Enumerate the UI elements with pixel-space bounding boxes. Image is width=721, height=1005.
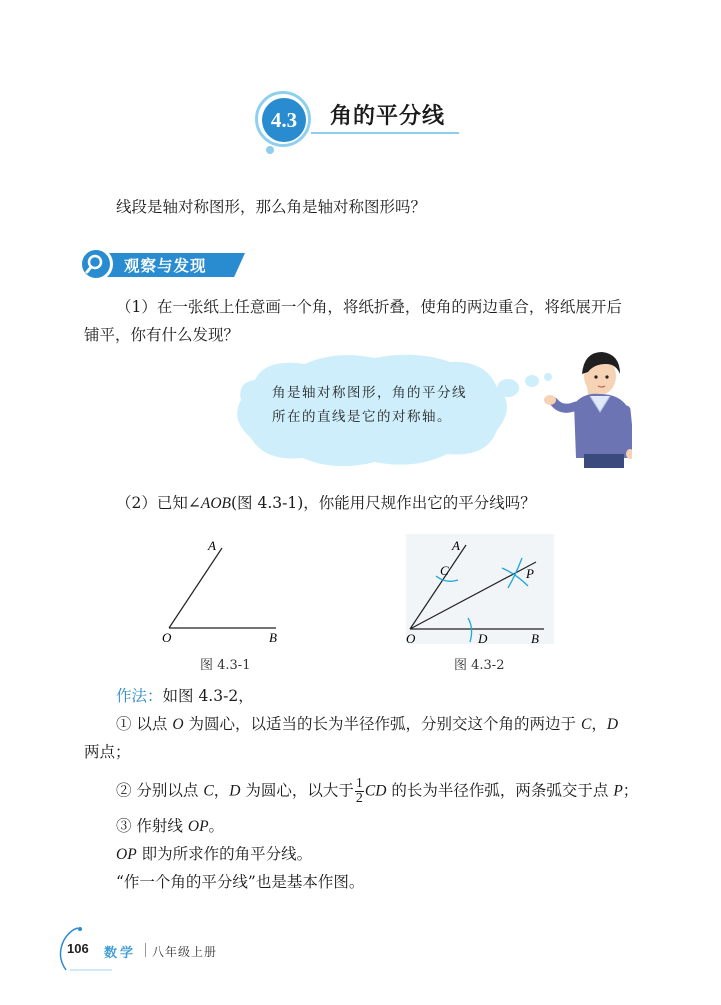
step1-var-c: C bbox=[580, 716, 592, 733]
step2-var-p: P bbox=[613, 782, 623, 800]
section-underline bbox=[311, 132, 459, 134]
fig1-label-a: A bbox=[208, 538, 216, 553]
step3-line bbox=[116, 815, 224, 838]
method-ref: 如图 4.3-2， bbox=[162, 687, 254, 705]
step2-line bbox=[116, 777, 638, 806]
footer-grade: 八年级上册 bbox=[152, 945, 218, 959]
step2-comma: ， bbox=[213, 781, 230, 800]
q2-angle-var: AOB bbox=[200, 495, 231, 512]
q1-line2: 铺平，你有什么发现？ bbox=[84, 326, 240, 344]
section-dot bbox=[266, 146, 274, 154]
step2-text-b: 为圆心，以大于 bbox=[245, 781, 354, 800]
bubble-text bbox=[272, 381, 467, 429]
step2-var-d: D bbox=[229, 782, 241, 800]
figure-4-3-1 bbox=[150, 530, 300, 650]
bubble-line2: 所在的直线是它的对称轴。 bbox=[272, 409, 452, 425]
step3-text: ③ 作射线 bbox=[116, 817, 183, 835]
step1-var-d: D bbox=[606, 716, 619, 733]
fig2-label-b: B bbox=[531, 631, 539, 646]
conclusion-text: 即为所求作的角平分线。 bbox=[141, 845, 313, 863]
section-number: 4.3 bbox=[262, 98, 306, 142]
step3-var-op: OP bbox=[187, 818, 209, 835]
footer-book-title: 数学 bbox=[104, 946, 137, 961]
figure-4-3-2 bbox=[398, 530, 556, 650]
q1-line1: （1）在一张纸上任意画一个角，将纸折叠，使角的两边重合，将纸展开后 bbox=[116, 298, 622, 316]
bubble-line1: 角是轴对称图形，角的平分线 bbox=[272, 385, 467, 401]
step1-text-a: ① 以点 bbox=[116, 715, 168, 733]
fig2-background bbox=[406, 534, 554, 644]
step1-line2: 两点； bbox=[84, 743, 131, 761]
fraction-numerator: 1 bbox=[355, 776, 363, 791]
fig2-label-p: P bbox=[526, 566, 534, 581]
note-line: “作一个角的平分线”也是基本作图。 bbox=[116, 873, 365, 891]
conclusion-line bbox=[116, 843, 312, 866]
fraction-half bbox=[355, 777, 364, 806]
fig1-label-o: O bbox=[162, 630, 172, 645]
fig2-caption: 图 4.3-2 bbox=[454, 658, 505, 673]
fig1-label-b: B bbox=[269, 630, 277, 645]
step1-comma: ， bbox=[591, 715, 607, 733]
step2-text-a: ② 分别以点 bbox=[116, 781, 199, 800]
step1-var-o: O bbox=[172, 716, 184, 733]
fig2-label-a: A bbox=[452, 538, 460, 553]
step3-end: 。 bbox=[208, 817, 225, 835]
fig2-label-o: O bbox=[406, 631, 416, 646]
magnifier-icon bbox=[79, 247, 113, 281]
fig2-label-c: C bbox=[440, 563, 449, 578]
q2-prefix: （2）已知∠ bbox=[116, 494, 201, 512]
fig2-label-d: D bbox=[478, 631, 488, 646]
step2-var-c: C bbox=[203, 782, 214, 800]
footer-divider bbox=[145, 943, 146, 957]
step1-line1 bbox=[116, 713, 618, 736]
intro-question: 线段是轴对称图形，那么角是轴对称图形吗？ bbox=[116, 198, 427, 216]
student-illustration bbox=[540, 346, 632, 470]
step2-end: ； bbox=[622, 781, 639, 800]
method-heading bbox=[116, 685, 254, 707]
step2-var-cd: CD bbox=[364, 782, 387, 800]
ray-oa bbox=[169, 548, 222, 628]
step2-text-c: 的长为半径作弧，两条弧交于点 bbox=[391, 781, 609, 800]
q2-suffix: (图 4.3-1)，你能用尺规作出它的平分线吗？ bbox=[231, 494, 536, 512]
q2-line bbox=[116, 492, 536, 515]
fig1-caption: 图 4.3-1 bbox=[200, 658, 251, 673]
method-label: 作法： bbox=[116, 687, 163, 705]
fraction-denominator: 2 bbox=[355, 791, 363, 806]
section-title: 角的平分线 bbox=[330, 104, 446, 129]
page-number: 106 bbox=[67, 941, 89, 956]
observe-label: 观察与发现 bbox=[124, 257, 207, 275]
step1-text-b: 为圆心，以适当的长为半径作弧，分别交这个角的两边于 bbox=[188, 715, 577, 733]
conclusion-var-op: OP bbox=[116, 846, 137, 863]
